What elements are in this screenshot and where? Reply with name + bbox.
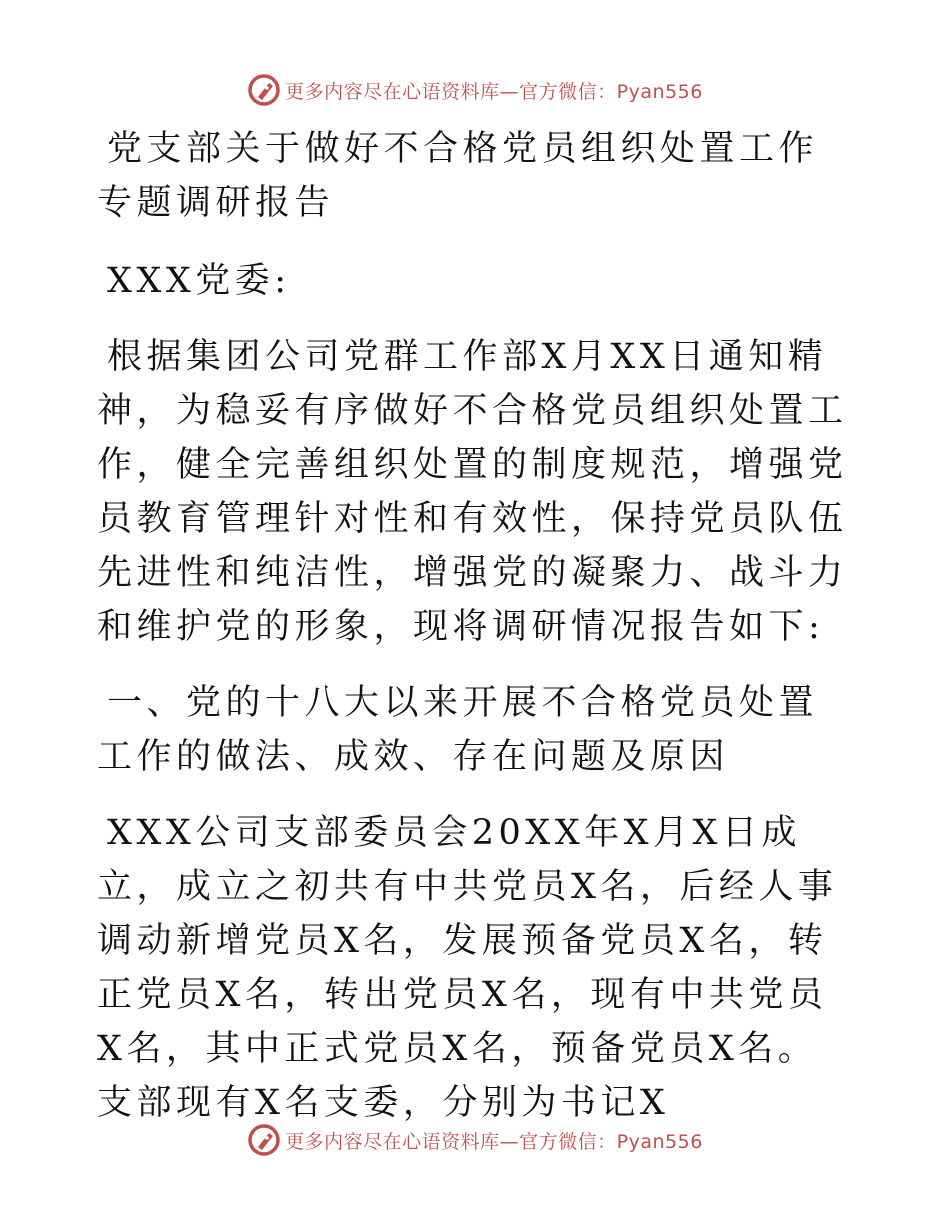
- pen-nib-logo-icon: [247, 1123, 281, 1157]
- salutation: XXX党委:: [107, 261, 291, 301]
- watermark-text: 更多内容尽在心语资料库—官方微信：Pyan556: [285, 80, 703, 103]
- paragraph-branch-overview: XXX公司支部委员会20XX年X月X日成立，成立之初共有中共党员X名，后经人事调动新增党员X名，发展预备党员X名，转正党员X名，转出党员X名，现有中共党员X名，其中正式党员X名，预备党员X名。支部现有X名支委，分别为书记X: [97, 813, 838, 1123]
- watermark-banner-bottom: [0, 1120, 950, 1160]
- document-body: [97, 122, 849, 1152]
- section-heading-1: 一、党的十八大以来开展不合格党员处置工作的做法、成效、存在问题及原因: [97, 683, 819, 777]
- pen-nib-logo-icon: [247, 73, 281, 107]
- watermark-banner-top: [0, 70, 950, 110]
- document-title: 党支部关于做好不合格党员组织处置工作专题调研报告: [97, 129, 819, 223]
- watermark-text: 更多内容尽在心语资料库—官方微信：Pyan556: [285, 1130, 703, 1153]
- paragraph-intro: 根据集团公司党群工作部X月XX日通知精神，为稳妥有序做好不合格党员组织处置工作，健全完善组织处置的制度规范，增强党员教育管理针对性和有效性，保持党员队伍先进性和纯洁性，增强党的凝聚力、战斗力和维护党的形象，现将调研情况报告如下:: [97, 337, 848, 647]
